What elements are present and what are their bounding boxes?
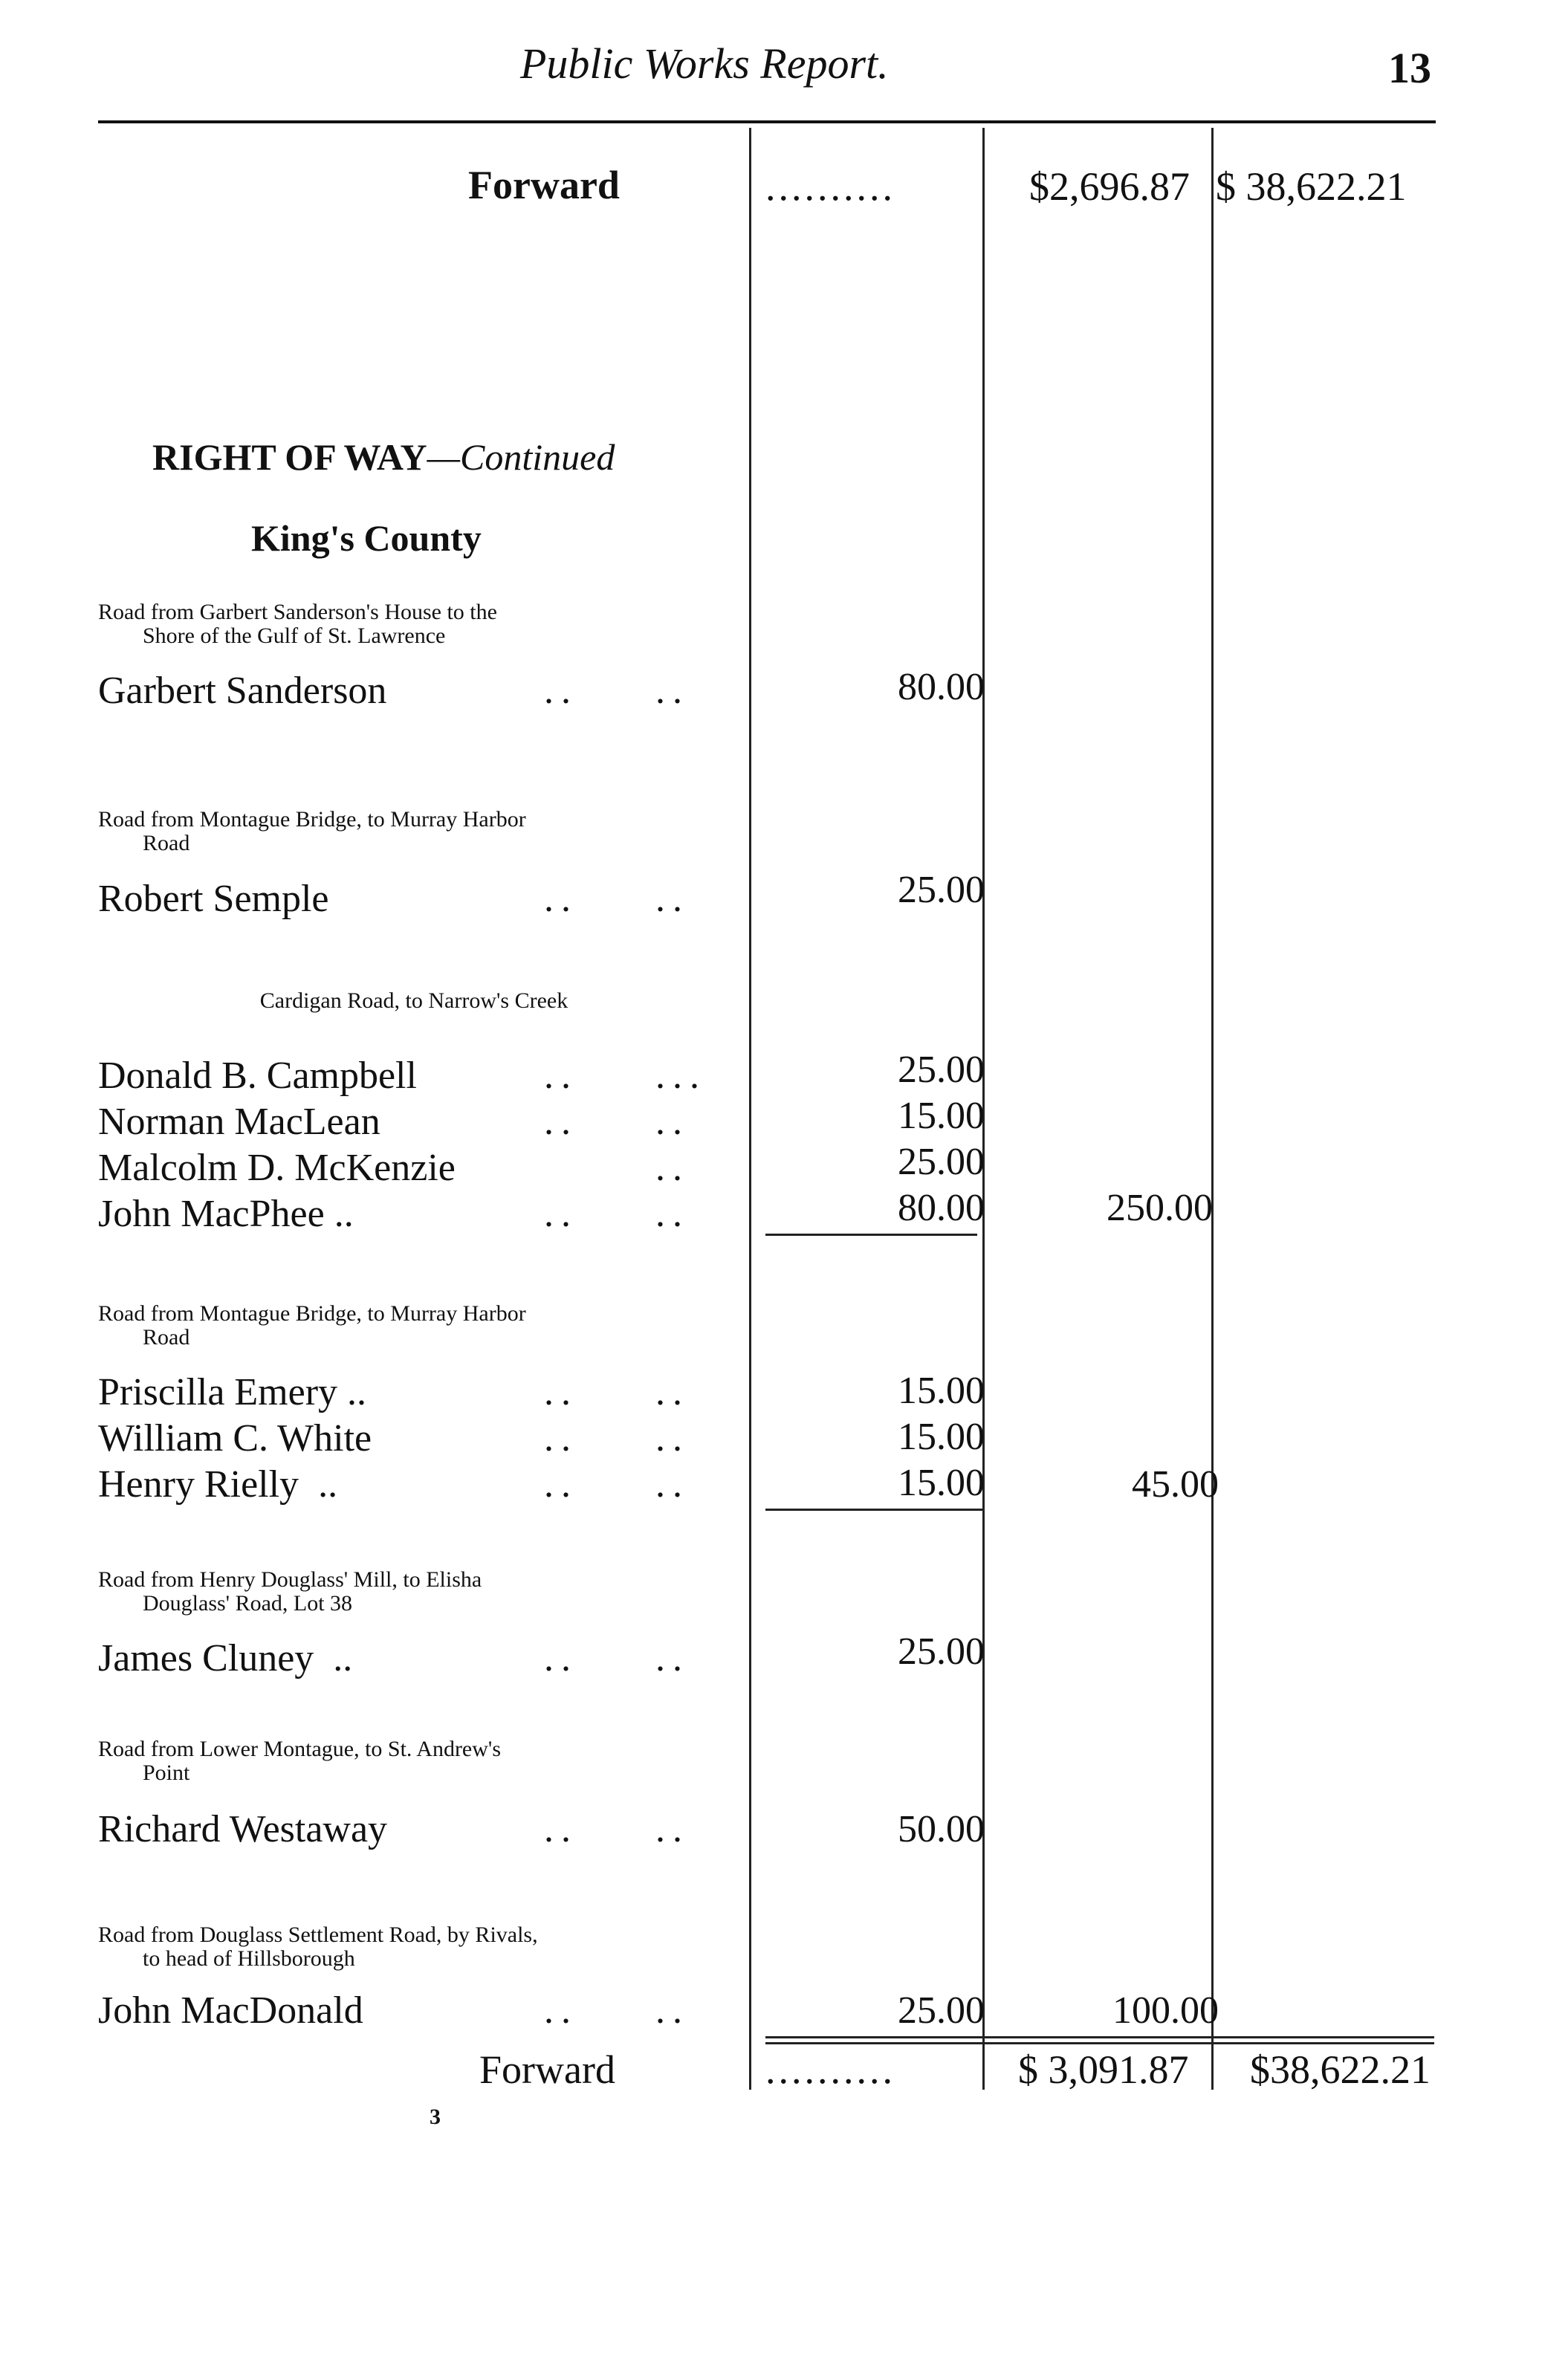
road-line-2: Point xyxy=(143,1760,190,1785)
entry-name-text: John MacPhee xyxy=(98,1193,325,1235)
road-description xyxy=(98,1302,731,1350)
entry-name: John MacDonald xyxy=(98,1989,363,2032)
forward-bottom-dots: .......... xyxy=(765,2047,895,2092)
entry-name: Garbert Sanderson xyxy=(98,670,387,712)
road-description xyxy=(98,808,731,855)
forward-top-col4: $ 38,622.21 xyxy=(1216,164,1407,209)
entry-name: Robert Semple xyxy=(98,878,329,920)
road-line-1: Road from Montague Bridge, to Murray Harbor xyxy=(98,807,526,832)
entry-name: Priscilla Emery .. xyxy=(98,1371,367,1413)
road-description xyxy=(98,1737,731,1785)
entry-name-text: Priscilla Emery xyxy=(98,1371,338,1413)
page-header-title: Public Works Report. xyxy=(520,39,889,88)
road-line-1: Road from Henry Douglass' Mill, to Elisha xyxy=(98,1567,482,1592)
road-description xyxy=(98,600,731,648)
entry-amount: 15.00 xyxy=(898,1416,985,1458)
total-rule xyxy=(765,2036,1434,2038)
entry-amount: 25.00 xyxy=(898,1989,985,2032)
header-rule xyxy=(98,120,1436,123)
section-continued: —Continued xyxy=(427,436,615,478)
entry-amount: 25.00 xyxy=(898,869,985,911)
road-line-1: Road from Montague Bridge, to Murray Harbor xyxy=(98,1301,526,1326)
road-description xyxy=(98,1923,731,1971)
entry-name: Norman MacLean xyxy=(98,1101,380,1143)
road-line-2: to head of Hillsborough xyxy=(143,1946,355,1971)
road-description xyxy=(98,1568,731,1616)
entry-name: Donald B. Campbell xyxy=(98,1055,417,1097)
entry-amount: 15.00 xyxy=(898,1462,985,1504)
subtotal-amount: 45.00 xyxy=(1132,1463,1219,1506)
entry-amount: 80.00 xyxy=(898,666,985,708)
subtotal-amount: 100.00 xyxy=(1112,1989,1219,2032)
subtotal-amount: 250.00 xyxy=(1107,1187,1213,1229)
road-line-2: Road xyxy=(143,831,190,855)
subtotal-rule xyxy=(765,1509,982,1511)
forward-bottom-col3: $ 3,091.87 xyxy=(1018,2047,1189,2092)
entry-amount: 15.00 xyxy=(898,1095,985,1137)
entry-amount: 80.00 xyxy=(898,1187,985,1229)
road-line-1: Road from Garbert Sanderson's House to the xyxy=(98,600,497,624)
road-line-1: Road from Lower Montague, to St. Andrew's xyxy=(98,1737,501,1761)
entry-name: John MacPhee .. xyxy=(98,1193,354,1235)
entry-name: William C. White xyxy=(98,1417,372,1460)
forward-top-col3: $2,696.87 xyxy=(1029,164,1190,209)
entry-amount: 25.00 xyxy=(898,1630,985,1673)
road-line-2: Douglass' Road, Lot 38 xyxy=(143,1591,353,1616)
column-rule-3 xyxy=(1211,128,1214,2090)
entry-amount: 50.00 xyxy=(898,1808,985,1850)
road-description: Cardigan Road, to Narrow's Creek xyxy=(259,988,568,1013)
forward-top-dots: .......... xyxy=(765,164,895,209)
forward-bottom-label: Forward xyxy=(479,2047,615,2092)
road-line-2: Road xyxy=(143,1325,190,1350)
road-line-2: Shore of the Gulf of St. Lawrence xyxy=(143,623,446,648)
section-title xyxy=(152,435,615,479)
entry-name-text: James Cluney xyxy=(98,1637,314,1679)
total-rule-double xyxy=(765,2042,1434,2044)
entry-name: Richard Westaway xyxy=(98,1808,388,1850)
column-rule-1 xyxy=(749,128,751,2090)
road-line-1: Road from Douglass Settlement Road, by Rivals, xyxy=(98,1922,538,1947)
forward-top-label: Forward xyxy=(468,163,620,207)
entry-name-text: Henry Rielly xyxy=(98,1463,299,1506)
section-title-text: RIGHT OF WAY xyxy=(152,436,427,478)
page-number: 13 xyxy=(1388,44,1431,92)
entry-amount: 25.00 xyxy=(898,1141,985,1183)
signature-mark: 3 xyxy=(430,2105,441,2129)
entry-name: James Cluney .. xyxy=(98,1637,353,1679)
entry-amount: 25.00 xyxy=(898,1049,985,1091)
forward-bottom-col4: $38,622.21 xyxy=(1250,2047,1431,2092)
entry-name: Malcolm D. McKenzie xyxy=(98,1147,456,1189)
county-heading: King's County xyxy=(251,517,482,559)
subtotal-rule xyxy=(765,1234,977,1236)
entry-name: Henry Rielly .. xyxy=(98,1463,338,1506)
entry-amount: 15.00 xyxy=(898,1370,985,1412)
